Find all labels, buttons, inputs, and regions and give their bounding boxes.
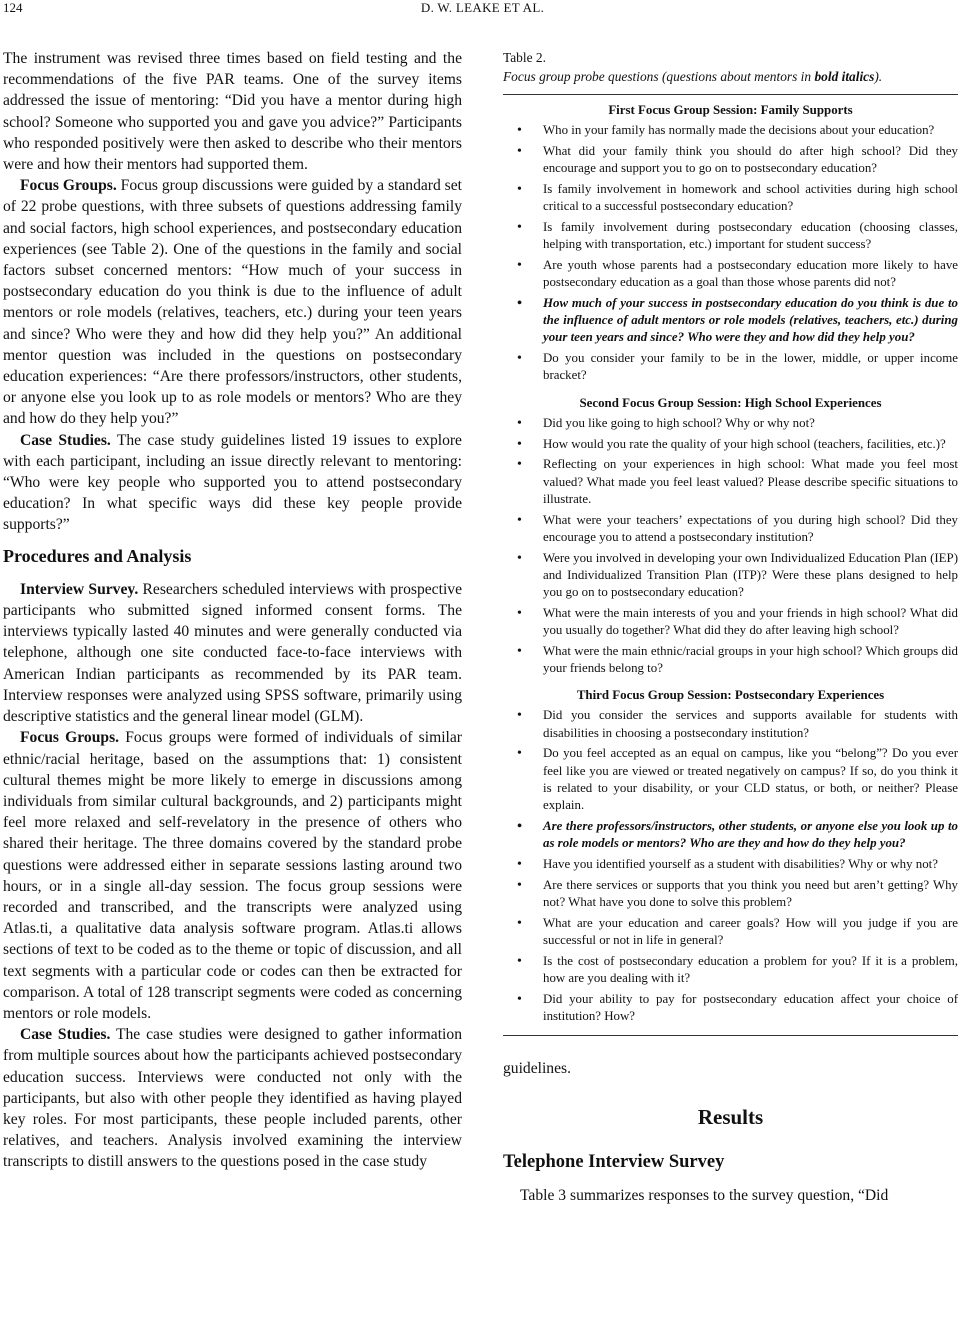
paragraph-lead: Case Studies. bbox=[20, 431, 111, 449]
question-list bbox=[503, 415, 958, 677]
right-column bbox=[503, 48, 958, 1206]
probe-question: • Is the cost of postsecondary education a problem for you? If it is a problem, how are you dealing with it? bbox=[503, 953, 958, 987]
probe-question: • Are there services or supports that you think you need but aren’t getting? Why not? What have you done to solve this problem? bbox=[503, 877, 958, 911]
body-paragraph: Case Studies. The case study guidelines listed 19 issues to explore with each participant, including an issue directly relevant to mentoring: “Who were key people who supported you to attend postsecondary education? In what specific ways did these key people provide supports?” bbox=[3, 431, 462, 534]
table-caption bbox=[503, 48, 958, 86]
paragraph-lead: Focus Groups. bbox=[20, 177, 117, 195]
section-heading: Procedures and Analysis bbox=[3, 545, 192, 566]
running-header bbox=[0, 0, 965, 20]
results-heading: Results bbox=[697, 1104, 764, 1129]
probe-question: • Did you consider the services and supports available for students with disabilities in choosing a postsecondary institution? bbox=[503, 707, 958, 741]
probe-question: • What were the main interests of you and your friends in high school? What did you usually do together? What did they do after leaving high school? bbox=[503, 605, 958, 639]
probe-question: • What are your education and career goals? How will you judge if you are successful or not in life in general? bbox=[503, 915, 958, 949]
probe-question: • What did your family think you should do after high school? Did they encourage and support you to go on to postsecondary education? bbox=[503, 143, 958, 177]
running-head: D. W. LEAKE ET AL. bbox=[420, 0, 545, 15]
table-section-title: Third Focus Group Session: Postsecondary Experiences bbox=[576, 688, 885, 703]
table-section-title: First Focus Group Session: Family Supports bbox=[608, 103, 853, 117]
body-paragraph: Focus Groups. Focus group discussions were guided by a standard set of 22 probe questions, with three subsets of questions addressing family and social factors, high school experiences, and postsecondary education experiences (see Table 2). One of the questions in the family and social factors subset concerned mentors: “How much of your success in postsecondary education do you think is due to the influence of adult mentors or role models (relatives, teachers, etc.) during your teen years and since? Who were they and how did they help you?” An additional mentor question was included in the questions on postsecondary education experiences: “Are there professors/instructors, other students, or anyone else you look up to as role models or mentors? Who are they and how do they help you?” bbox=[3, 177, 463, 428]
probe-question: • What were your teachers’ expectations of you during high school? Did they encourage you to attend a postsecondary institution? bbox=[503, 512, 958, 546]
body-paragraph: Focus Groups. Focus groups were formed of individuals of similar ethnic/racial heritage, based on the assumptions that: 1) consistent cultural themes might be more likely to emerge in discussions among individuals from similar cultural backgrounds, and 2) participants might feel more relaxed and self-revelatory in the presence of others who shared their heritage. The three domains covered by the standard probe questions were addressed either in separate sessions lasting around two hours, or in a single all-day session. The focus group sessions were recorded and transcribed, and the transcripts were analyzed using Atlas.ti, a qualitative data analysis software program. Atlas.ti allows sections of text to be coded as to the theme or topic of discussion, and all text segments with a particular code or codes can then be extracted for comparison. A total of 128 transcript segments were coded as concerning mentors or role models. bbox=[3, 729, 462, 1022]
table-label: Table 2. bbox=[503, 50, 546, 65]
body-paragraph: Case Studies. The case studies were designed to gather information from multiple sources about how the participants achieved postsecondary education success. Interviews were conducted not only with the participants, but also with other people they identified as having played key roles. For most participants, these people included parents, other relatives, and teachers. Analysis involved examining the interview transcripts to distill answers to the questions posed in the case study bbox=[3, 1026, 462, 1171]
results-section bbox=[503, 1058, 958, 1206]
probe-question: • Do you feel accepted as an equal on campus, like you “belong”? Do you ever feel like you are viewed or treated negatively on campus? If so, do you think it is related to your disability, or your CLD status, or both, or neither? Please explain. bbox=[503, 745, 958, 814]
probe-questions-table bbox=[503, 94, 958, 1036]
probe-question: • Did your ability to pay for postsecondary education affect your choice of institution? How? bbox=[503, 991, 958, 1025]
probe-question: • Is family involvement during postsecondary education (choosing classes, helping with transportation, etc.) important for student success? bbox=[503, 219, 958, 253]
table-subtitle: Focus group probe questions (questions about mentors in bold italics). bbox=[503, 69, 883, 84]
continuation-text: guidelines. bbox=[503, 1059, 571, 1077]
probe-question: • Have you identified yourself as a student with disabilities? Why or why not? bbox=[503, 856, 958, 873]
paragraph-lead: Case Studies. bbox=[20, 1026, 111, 1044]
mentor-question: • Are there professors/instructors, other students, or anyone else you look up to as role models or mentors? Who are they and how do they help you? bbox=[503, 818, 958, 852]
left-column bbox=[3, 48, 462, 1173]
question-list bbox=[503, 707, 958, 1025]
paragraph-lead: Focus Groups. bbox=[20, 729, 120, 747]
probe-question: • Did you like going to high school? Why or why not? bbox=[503, 415, 958, 432]
probe-question: • How would you rate the quality of your high school (teachers, facilities, etc.)? bbox=[503, 436, 958, 453]
question-list bbox=[503, 122, 958, 384]
table-section-title: Second Focus Group Session: High School Experiences bbox=[579, 395, 882, 410]
probe-question: • Who in your family has normally made the decisions about your education? bbox=[503, 122, 958, 139]
body-paragraph: The instrument was revised three times based on field testing and the recommendations of the five PAR teams. One of the survey items addressed the issue of mentoring: “Did you have a mentor during high school? Someone who supported you and gave you advice?” Participants who responded positively were then asked to describe who their mentors were and how their mentors had supported them. bbox=[3, 50, 462, 174]
telephone-survey-heading: Telephone Interview Survey bbox=[503, 1151, 725, 1172]
probe-question: • Is family involvement in homework and school activities during high school critical to a successful postsecondary education? bbox=[503, 181, 958, 215]
paragraph-lead: Interview Survey. bbox=[20, 580, 139, 598]
probe-question: • Reflecting on your experiences in high school: What made you feel most valued? What made you feel least valued? Please describe specific situations to illustrate. bbox=[503, 456, 958, 508]
body-paragraph: Interview Survey. Researchers scheduled interviews with prospective participants who submitted signed informed consent forms. The interviews typically lasted 40 minutes and were generally conducted via telephone, although one site conducted face-to-face interviews with American Indian participants as recommended by its PAR team. Interview responses were analyzed using SPSS software, primarily using descriptive statistics and the general linear model (GLM). bbox=[3, 580, 462, 726]
probe-question: • Are youth whose parents had a postsecondary education more likely to have postsecondary education as a goal than those whose parents did not? bbox=[503, 257, 958, 291]
page-number: 124 bbox=[3, 0, 23, 15]
probe-question: • Were you involved in developing your own Individualized Education Plan (IEP) and Individualized Transition Plan (ITP)? Were these plans designed to help you go on to postsecondary education? bbox=[503, 550, 958, 602]
probe-question: • What were the main ethnic/racial groups in your high school? Which groups did your friends belong to? bbox=[503, 643, 958, 677]
probe-question: • Do you consider your family to be in the lower, middle, or upper income bracket? bbox=[503, 350, 958, 384]
results-paragraph: Table 3 summarizes responses to the survey question, “Did bbox=[520, 1186, 889, 1204]
mentor-question: • How much of your success in postsecondary education do you think is due to the influence of adult mentors or role models (relatives, teachers, etc.) during your teen years and since? Who were they and how did they help you? bbox=[503, 295, 958, 347]
